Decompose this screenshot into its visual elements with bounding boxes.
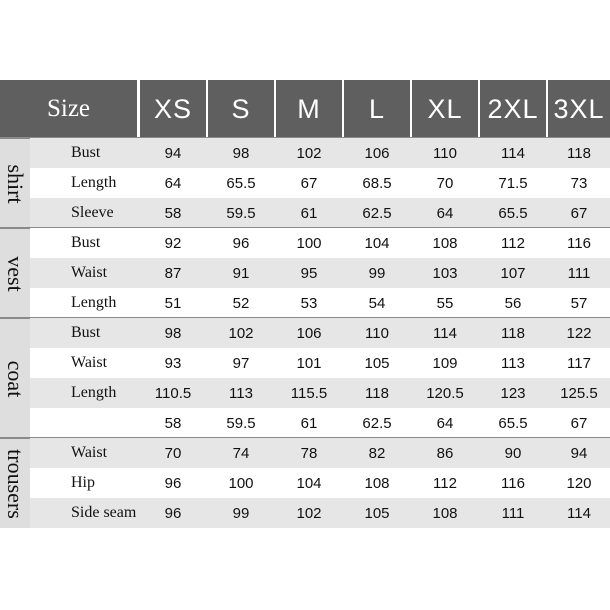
table-row [30, 228, 610, 258]
size-header-m: M [276, 80, 342, 138]
value-cell-xs: 96 [164, 474, 182, 492]
value-cell-xl: 55 [436, 294, 454, 312]
measurement-label: Length [71, 294, 117, 311]
value-cell-m: 67 [300, 174, 318, 192]
table-row [30, 498, 610, 528]
value-cell-xl: 114 [433, 324, 457, 342]
value-cell-l: 62.5 [362, 414, 392, 432]
table-row [30, 138, 610, 168]
value-cell-l: 110 [365, 324, 389, 342]
table-row [30, 258, 610, 288]
group-trousers [0, 439, 30, 528]
value-cell-m: 95 [300, 264, 318, 282]
value-cell-3xl: 111 [567, 264, 591, 282]
measurement-label: Bust [71, 324, 101, 341]
table-row [30, 378, 610, 408]
value-cell-l: 54 [368, 294, 386, 312]
value-cell-2xl: 56 [504, 294, 522, 312]
value-cell-2xl: 107 [500, 264, 526, 282]
value-cell-xs: 70 [164, 444, 182, 462]
value-cell-xl: 70 [436, 174, 454, 192]
value-cell-xs: 51 [164, 294, 182, 312]
value-cell-xs: 94 [164, 144, 182, 162]
value-cell-m: 53 [300, 294, 318, 312]
table-row [30, 318, 610, 348]
value-cell-s: 65.5 [226, 174, 256, 192]
value-cell-xl: 86 [436, 444, 454, 462]
value-cell-xs: 64 [164, 174, 182, 192]
value-cell-l: 62.5 [362, 204, 392, 222]
value-cell-m: 61 [300, 414, 318, 432]
size-chart-table [0, 80, 610, 530]
size-header-l: L [344, 80, 410, 138]
value-cell-xl: 64 [436, 204, 454, 222]
value-cell-l: 68.5 [362, 174, 392, 192]
value-cell-m: 106 [296, 324, 322, 342]
value-cell-s: 96 [232, 234, 250, 252]
value-cell-2xl: 113 [501, 354, 525, 372]
measurement-label: Waist [71, 354, 108, 371]
value-cell-xl: 64 [436, 414, 454, 432]
value-cell-s: 52 [232, 294, 250, 312]
value-cell-3xl: 120 [566, 474, 592, 492]
value-cell-xs: 96 [164, 504, 182, 522]
value-cell-m: 115.5 [290, 384, 328, 402]
value-cell-s: 102 [228, 324, 254, 342]
value-cell-m: 61 [300, 204, 318, 222]
value-cell-2xl: 123 [500, 384, 526, 402]
value-cell-2xl: 118 [501, 324, 525, 342]
value-cell-2xl: 116 [501, 474, 525, 492]
value-cell-xl: 108 [432, 504, 458, 522]
value-cell-3xl: 116 [567, 234, 591, 252]
value-cell-3xl: 122 [566, 324, 592, 342]
value-cell-l: 106 [364, 144, 390, 162]
value-cell-xl: 108 [432, 234, 458, 252]
group-coat [0, 319, 30, 438]
measurement-label: Hip [71, 474, 95, 491]
group-vest [0, 229, 30, 318]
value-cell-l: 105 [364, 354, 390, 372]
value-cell-m: 102 [296, 144, 322, 162]
value-cell-s: 98 [232, 144, 250, 162]
value-cell-xl: 112 [433, 474, 457, 492]
value-cell-xs: 98 [164, 324, 182, 342]
measurement-label: Bust [71, 234, 101, 251]
group-label-shirt: shirt [3, 163, 28, 204]
value-cell-s: 113 [229, 384, 253, 402]
value-cell-s: 99 [232, 504, 250, 522]
value-cell-xs: 92 [164, 234, 182, 252]
value-cell-l: 118 [365, 384, 389, 402]
value-cell-xs: 93 [164, 354, 182, 372]
value-cell-3xl: 67 [570, 204, 588, 222]
value-cell-s: 59.5 [226, 204, 256, 222]
value-cell-l: 108 [364, 474, 390, 492]
value-cell-3xl: 94 [570, 444, 588, 462]
value-cell-xs: 58 [164, 414, 182, 432]
header-row [0, 80, 610, 138]
group-label-vest: vest [3, 255, 28, 292]
value-cell-m: 102 [296, 504, 322, 522]
value-cell-s: 100 [228, 474, 254, 492]
table-row [30, 198, 610, 228]
value-cell-xl: 110 [433, 144, 457, 162]
size-header-xl: XL [412, 80, 478, 138]
value-cell-2xl: 114 [501, 144, 525, 162]
value-cell-2xl: 65.5 [498, 204, 528, 222]
value-cell-3xl: 57 [570, 294, 588, 312]
value-cell-m: 101 [296, 354, 322, 372]
value-cell-l: 99 [368, 264, 386, 282]
group-shirt [0, 139, 30, 228]
value-cell-3xl: 67 [570, 414, 588, 432]
value-cell-s: 59.5 [226, 414, 256, 432]
value-cell-xs: 110.5 [154, 384, 192, 402]
measurement-label: Side seam [71, 504, 137, 521]
size-header-s: S [208, 80, 274, 138]
value-cell-m: 104 [296, 474, 322, 492]
table-row [30, 348, 610, 378]
size-header-2xl: 2XL [480, 80, 546, 138]
table-row [30, 288, 610, 318]
value-cell-xs: 58 [164, 204, 182, 222]
value-cell-2xl: 112 [501, 234, 525, 252]
value-cell-m: 100 [296, 234, 322, 252]
value-cell-3xl: 118 [567, 144, 591, 162]
value-cell-l: 82 [368, 444, 386, 462]
value-cell-s: 91 [232, 264, 250, 282]
value-cell-s: 74 [232, 444, 250, 462]
value-cell-s: 97 [232, 354, 250, 372]
value-cell-2xl: 71.5 [498, 174, 528, 192]
value-cell-l: 105 [364, 504, 390, 522]
measurement-label: Sleeve [71, 204, 114, 221]
value-cell-2xl: 65.5 [498, 414, 528, 432]
value-cell-2xl: 111 [501, 504, 525, 522]
measurement-label: Waist [71, 264, 108, 281]
value-cell-3xl: 117 [567, 354, 591, 372]
measurement-label: Bust [71, 144, 101, 161]
value-cell-xl: 103 [432, 264, 458, 282]
table-row [30, 408, 610, 438]
value-cell-xl: 120.5 [426, 384, 464, 402]
value-cell-xl: 109 [432, 354, 458, 372]
group-label-trousers: trousers [3, 448, 28, 519]
value-cell-2xl: 90 [504, 444, 522, 462]
size-header-xs: XS [140, 80, 206, 138]
group-label-coat: coat [3, 360, 28, 397]
value-cell-3xl: 73 [570, 174, 588, 192]
measurement-label: Waist [71, 444, 108, 461]
size-header-3xl: 3XL [548, 80, 610, 138]
value-cell-3xl: 125.5 [560, 384, 598, 402]
table-row [30, 468, 610, 498]
value-cell-3xl: 114 [567, 504, 591, 522]
measurement-label: Length [71, 174, 117, 191]
size-header: Size [0, 80, 137, 138]
value-cell-l: 104 [364, 234, 390, 252]
table-row [30, 168, 610, 198]
table-row [30, 438, 610, 468]
measurement-label: Length [71, 384, 117, 401]
value-cell-m: 78 [300, 444, 318, 462]
value-cell-xs: 87 [164, 264, 182, 282]
